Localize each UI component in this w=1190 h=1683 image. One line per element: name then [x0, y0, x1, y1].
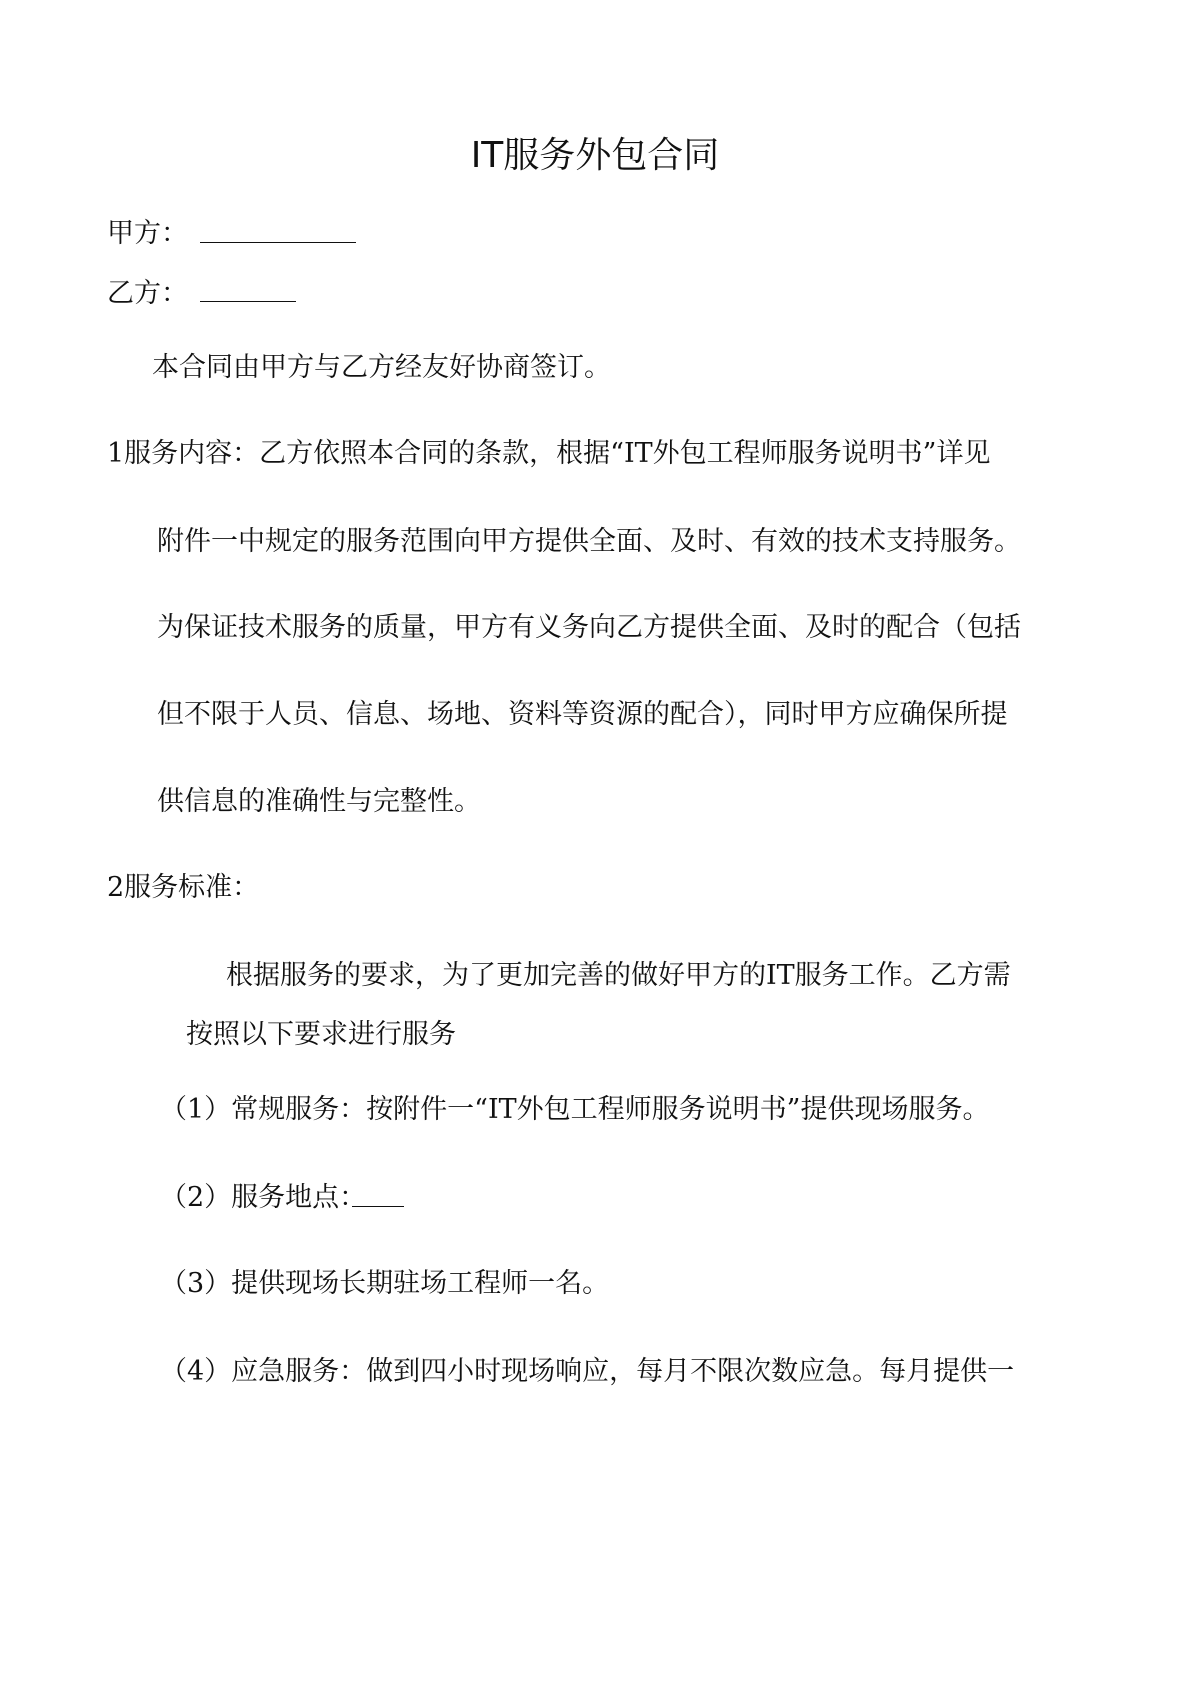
party-a-blank [200, 242, 356, 243]
section1-line4: 但不限于人员、信息、场地、资料等资源的配合），同时甲方应确保所提 [157, 699, 1008, 730]
section2-item4: （4）应急服务：做到四小时现场响应，每月不限次数应急。每月提供一 [160, 1356, 1015, 1387]
party-b-blank [200, 301, 296, 302]
section2-item3: （3）提供现场长期驻场工程师一名。 [160, 1268, 610, 1299]
section1-line2: 附件一中规定的服务范围向甲方提供全面、及时、有效的技术支持服务。 [157, 526, 1021, 557]
service-location-blank [352, 1206, 404, 1207]
party-b-label: 乙方： [107, 278, 188, 309]
section2-item1: （1）常规服务：按附件一“IT外包工程师服务说明书”提供现场服务。 [160, 1094, 990, 1125]
intro-paragraph: 本合同由甲方与乙方经友好协商签订。 [152, 352, 611, 383]
document-title: IT服务外包合同 [470, 135, 720, 176]
party-a-label: 甲方： [107, 218, 188, 249]
section2-heading: 2服务标准： [107, 872, 260, 903]
section1-line5: 供信息的准确性与完整性。 [157, 786, 481, 817]
section1-line1: 1服务内容：乙方依照本合同的条款，根据“IT外包工程师服务说明书”详见 [107, 438, 991, 469]
section2-item2: （2）服务地点： [160, 1182, 367, 1213]
section2-para-line1: 根据服务的要求，为了更加完善的做好甲方的IT服务工作。乙方需 [226, 960, 1011, 991]
section2-para-line2: 按照以下要求进行服务 [186, 1019, 456, 1050]
section1-line3: 为保证技术服务的质量，甲方有义务向乙方提供全面、及时的配合（包括 [157, 612, 1021, 643]
